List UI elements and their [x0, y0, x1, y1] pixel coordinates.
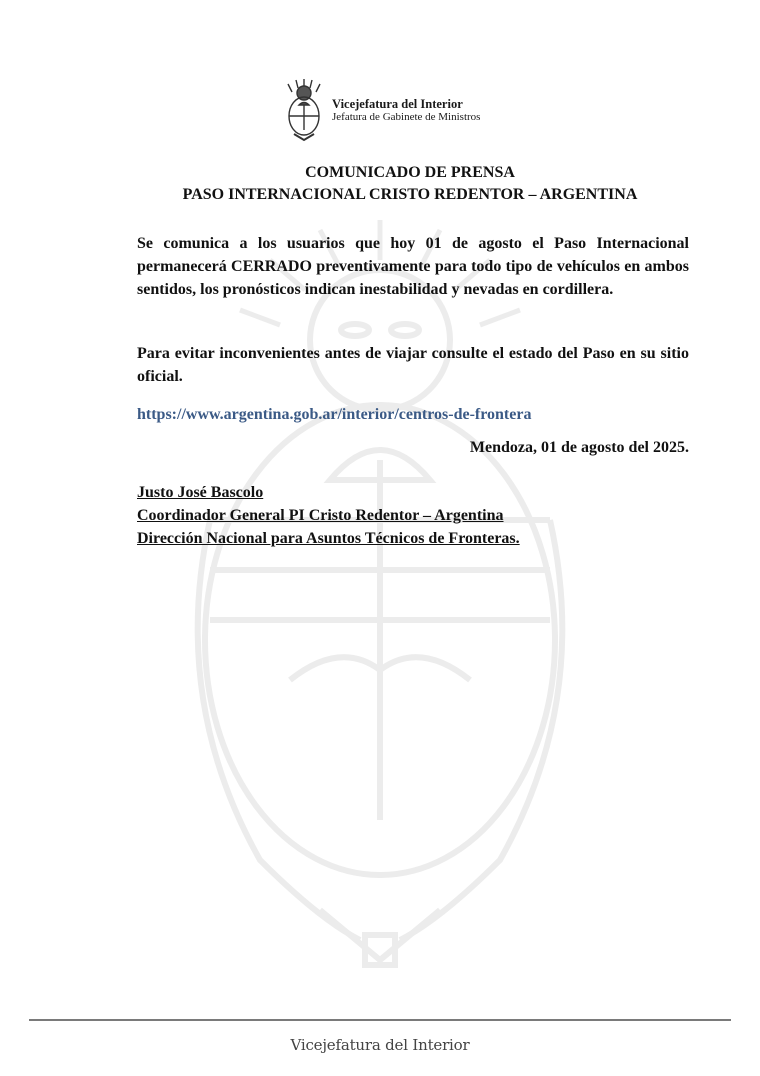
- org-subtitle: Jefatura de Gabinete de Ministros: [332, 111, 481, 123]
- signatory-department: Dirección Nacional para Asuntos Técnicos de Fronteras.: [137, 530, 520, 547]
- org-name: Vicejefatura del Interior: [332, 97, 463, 111]
- signatory-name: Justo José Bascolo: [137, 484, 264, 501]
- letterhead: [282, 78, 480, 144]
- dateline: Mendoza, 01 de agosto del 2025.: [469, 439, 689, 456]
- coat-of-arms-watermark-icon: [170, 220, 590, 980]
- document-subtitle: PASO INTERNACIONAL CRISTO REDENTOR – ARGENTINA: [182, 186, 638, 203]
- argentina-coat-of-arms-icon: [282, 78, 326, 144]
- document-title: COMUNICADO DE PRENSA: [305, 164, 515, 181]
- advice-paragraph: Para evitar inconvenientes antes de viajar consulte el estado del Paso en su sitio oficial.: [137, 345, 689, 385]
- signatory-role: Coordinador General PI Cristo Redentor – Argentina: [137, 507, 504, 524]
- official-site-link[interactable]: https://www.argentina.gob.ar/interior/centros-de-frontera: [137, 406, 532, 423]
- footer-org-name: Vicejefatura del Interior: [290, 1036, 470, 1054]
- announcement-paragraph: Se comunica a los usuarios que hoy 01 de agosto el Paso Internacional permanecerá CERRADO preventivamente para todo tipo de vehículos en ambos sentidos, los pronósticos indican inestabilidad y nevadas en cordillera.: [137, 235, 689, 298]
- footer-divider: [29, 1019, 731, 1021]
